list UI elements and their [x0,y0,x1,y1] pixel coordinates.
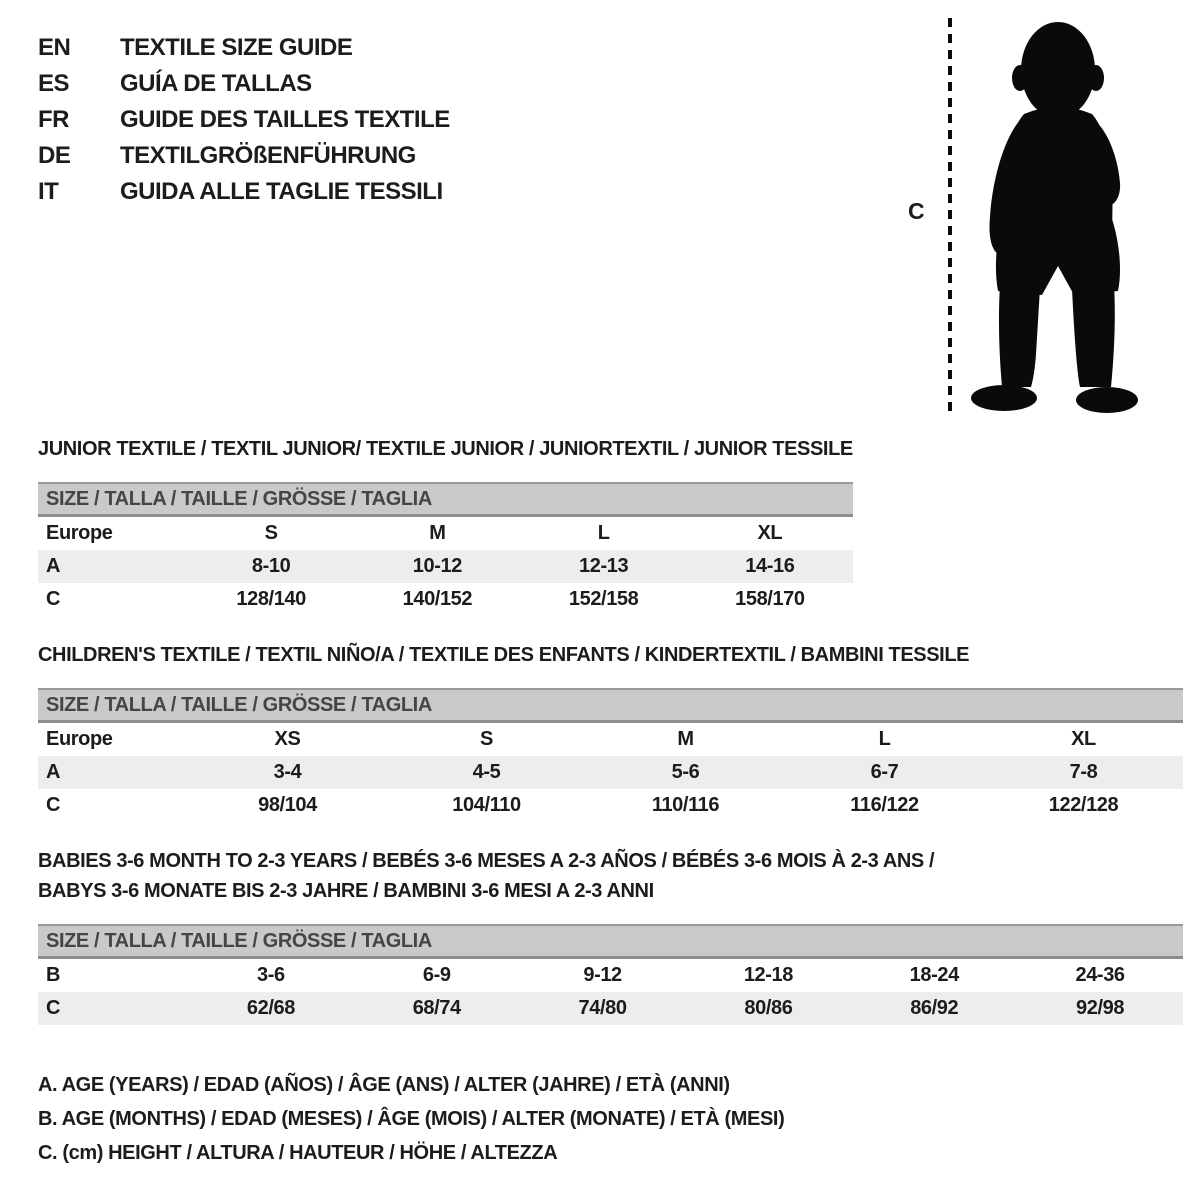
toddler-silhouette-icon [962,14,1140,422]
table-row [38,756,1183,789]
guide-title: GUIDE DES TAILLES TEXTILE [120,106,450,133]
table-row [38,723,1183,756]
height-measure-line [948,18,952,416]
row-label: A [46,555,61,577]
table-cell: 10-12 [412,555,462,577]
row-label: C [46,794,61,816]
size-section [38,846,1183,1025]
size-section [38,640,1183,822]
table-row [38,583,853,616]
language-row [38,102,450,138]
row-label: Europe [46,522,113,544]
guide-title: TEXTILE SIZE GUIDE [120,34,353,61]
language-code: EN [38,34,71,61]
size-table [38,688,1183,822]
guide-title: TEXTILGRÖßENFÜHRUNG [120,142,416,169]
legend-line: A. AGE (YEARS) / EDAD (AÑOS) / ÂGE (ANS) / ALTER (JAHRE) / ETÀ (ANNI) [38,1074,730,1096]
table-cell: 14-16 [745,555,795,577]
table-cell: 140/152 [402,588,473,610]
table-row [38,517,853,550]
section-title: BABIES 3-6 MONTH TO 2-3 YEARS / BEBÉS 3-6 MESES A 2-3 AÑOS / BÉBÉS 3-6 MOIS À 2-3 ANS / [38,850,935,872]
table-cell: L [878,728,891,750]
language-row [38,30,450,66]
table-cell: S [480,728,493,750]
guide-title: GUÍA DE TALLAS [120,70,312,97]
row-label: Europe [46,728,113,750]
table-row [38,992,1183,1025]
table-cell: 62/68 [246,997,295,1019]
table-cell: 12-13 [579,555,629,577]
table-cell: 12-18 [743,964,793,986]
table-cell: 110/116 [651,794,720,816]
height-measure-label: C [908,198,925,224]
language-row [38,66,450,102]
row-label: B [46,964,61,986]
table-cell: 98/104 [258,794,317,816]
table-cell: 104/110 [452,794,521,816]
table-cell: XS [274,728,301,750]
table-cell: 4-5 [472,761,501,783]
row-label: C [46,588,61,610]
table-row [38,550,853,583]
table-row [38,789,1183,822]
table-cell: 122/128 [1048,794,1119,816]
table-cell: 152/158 [568,588,639,610]
table-cell: 92/98 [1076,997,1125,1019]
table-cell: 9-12 [583,964,622,986]
row-label: C [46,997,61,1019]
table-cell: M [429,522,446,544]
table-cell: 80/86 [744,997,793,1019]
table-cell: 7-8 [1069,761,1098,783]
table-cell: L [597,522,610,544]
legend-line: C. (cm) HEIGHT / ALTURA / HAUTEUR / HÖHE / ALTEZZA [38,1142,558,1164]
section-title: BABYS 3-6 MONATE BIS 2-3 JAHRE / BAMBINI 3-6 MESI A 2-3 ANNI [38,880,654,902]
language-code: DE [38,142,71,169]
table-cell: 74/80 [578,997,627,1019]
section-title: CHILDREN'S TEXTILE / TEXTIL NIÑO/A / TEXTILE DES ENFANTS / KINDERTEXTIL / BAMBINI TESSILE [38,644,970,666]
toddler-figure [900,0,1200,430]
language-title-block [38,30,450,210]
language-row [38,174,450,210]
size-table [38,482,853,616]
table-cell: 116/122 [850,794,919,816]
language-code: IT [38,178,59,205]
size-table [38,924,1183,1025]
section-title: JUNIOR TEXTILE / TEXTIL JUNIOR/ TEXTILE JUNIOR / JUNIORTEXTIL / JUNIOR TESSILE [38,438,853,460]
table-cell: 158/170 [735,588,805,610]
table-cell: 6-9 [422,964,451,986]
row-label: A [46,761,61,783]
table-cell: 68/74 [412,997,461,1019]
table-cell: 128/140 [236,588,306,610]
table-cell: 18-24 [909,964,959,986]
table-header: SIZE / TALLA / TAILLE / GRÖSSE / TAGLIA [38,688,1183,723]
table-cell: 3-4 [273,761,302,783]
table-cell: M [677,728,694,750]
table-cell: XL [1071,728,1096,750]
table-cell: S [264,522,278,544]
table-header: SIZE / TALLA / TAILLE / GRÖSSE / TAGLIA [38,924,1183,959]
table-cell: 5-6 [671,761,700,783]
size-section [38,434,1183,616]
table-cell: 6-7 [870,761,899,783]
language-code: FR [38,106,69,133]
table-cell: 8-10 [251,555,291,577]
language-row [38,138,450,174]
table-cell: 3-6 [257,964,285,986]
table-row [38,959,1183,992]
table-cell: 86/92 [910,997,959,1019]
table-header: SIZE / TALLA / TAILLE / GRÖSSE / TAGLIA [38,482,853,517]
table-cell: 24-36 [1075,964,1125,986]
table-cell: XL [757,522,783,544]
legend-line: B. AGE (MONTHS) / EDAD (MESES) / ÂGE (MOIS) / ALTER (MONATE) / ETÀ (MESI) [38,1108,785,1130]
guide-title: GUIDA ALLE TAGLIE TESSILI [120,178,443,205]
language-code: ES [38,70,70,97]
measurement-legend [38,1068,784,1170]
